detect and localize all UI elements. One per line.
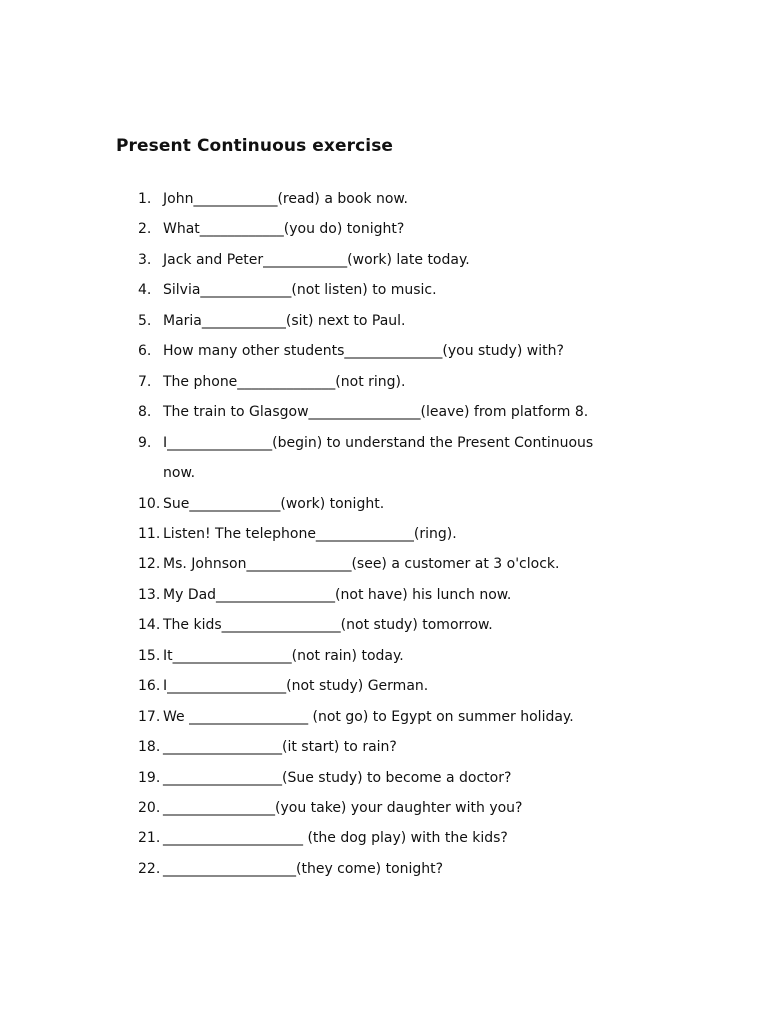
item-sentence: _________________(Sue study) to become a doctor? [163, 769, 512, 786]
item-sentence: Maria____________(sit) next to Paul. [163, 312, 406, 329]
item-number: 7. [138, 373, 152, 390]
item-sentence: What____________(you do) tonight? [163, 221, 405, 238]
item-sentence: How many other students______________(you study) with? [163, 343, 564, 360]
item-number: 11. [138, 526, 161, 542]
item-number: 8. [138, 404, 152, 421]
item-number: 18. [138, 739, 161, 756]
item-sentence: I_________________(not study) German. [163, 678, 429, 695]
item-number: 5. [138, 312, 152, 329]
item-number: 4. [138, 282, 152, 299]
item-number: 21. [138, 830, 161, 847]
item-number: 10. [138, 495, 161, 512]
item-number: 20. [138, 800, 161, 816]
item-sentence: John____________(read) a book now. [163, 191, 408, 207]
item-sentence: ___________________(they come) tonight? [163, 860, 444, 877]
item-sentence: The train to Glasgow________________(leave) from platform 8. [163, 404, 589, 421]
item-number: 6. [138, 343, 152, 360]
item-sentence: now. [163, 465, 196, 482]
item-number: 15. [138, 647, 161, 664]
item-sentence: _________________(it start) to rain? [163, 739, 397, 756]
item-number: 2. [138, 221, 152, 238]
item-sentence: Jack and Peter____________(work) late today. [163, 251, 470, 268]
item-number: 12. [138, 556, 161, 573]
item-number: 17. [138, 708, 161, 725]
item-sentence: ________________(you take) your daughter with you? [163, 800, 523, 816]
item-number: 3. [138, 251, 152, 268]
item-sentence: Listen! The telephone______________(ring). [163, 526, 457, 542]
item-sentence: It_________________(not rain) today. [163, 647, 404, 664]
page-title: Present Continuous exercise [116, 136, 394, 156]
item-sentence: Ms. Johnson_______________(see) a customer at 3 o'clock. [163, 556, 560, 573]
item-sentence: I_______________(begin) to understand the Present Continuous [163, 434, 594, 451]
item-sentence: The kids_________________(not study) tomorrow. [163, 617, 493, 634]
item-sentence: We _________________ (not go) to Egypt on summer holiday. [163, 708, 574, 725]
item-number: 19. [138, 769, 161, 786]
item-number: 13. [138, 586, 161, 603]
item-sentence: Sue_____________(work) tonight. [163, 495, 385, 512]
item-number: 1. [138, 191, 152, 207]
item-sentence: The phone______________(not ring). [163, 373, 406, 390]
item-number: 22. [138, 860, 161, 877]
item-number: 14. [138, 617, 161, 634]
item-sentence: My Dad_________________(not have) his lunch now. [163, 586, 512, 603]
item-number: 9. [138, 434, 152, 451]
item-sentence: Silvia_____________(not listen) to music. [163, 282, 437, 299]
item-sentence: ____________________ (the dog play) with the kids? [163, 830, 508, 847]
item-number: 16. [138, 678, 161, 695]
